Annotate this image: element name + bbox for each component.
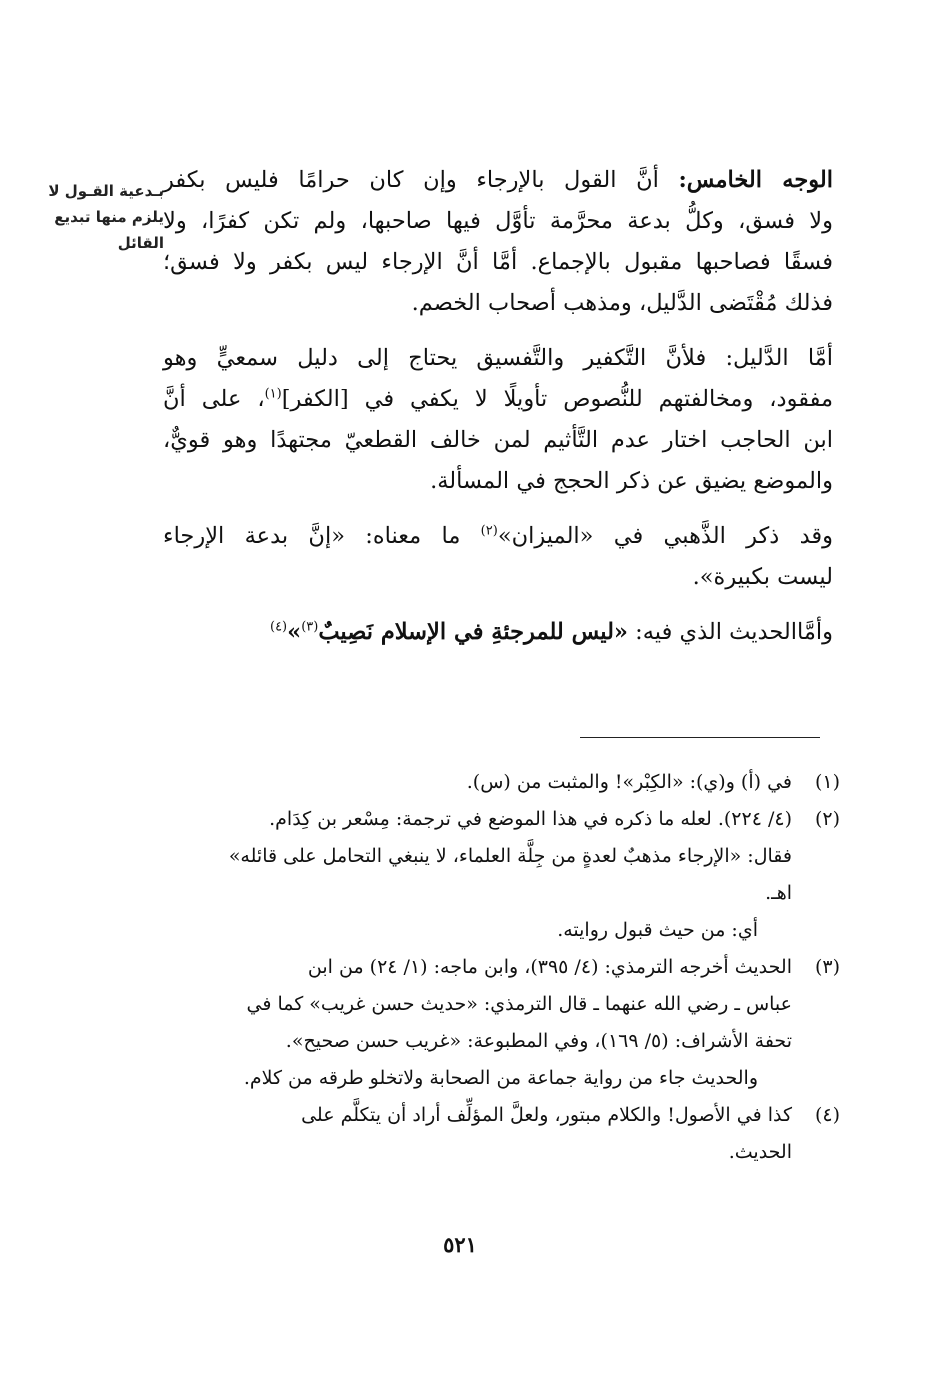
footnotes xyxy=(160,764,840,1171)
footnote-ref-2[interactable]: (٢) xyxy=(480,523,498,539)
footnote-ref-1[interactable]: (١) xyxy=(264,386,282,402)
paragraph-fifth-aspect xyxy=(163,160,833,324)
footnote-line: اهـ. xyxy=(765,882,792,904)
footnote-line: أي: من حيث قبول روايته. xyxy=(557,919,758,941)
paragraph-dhahabi xyxy=(163,516,833,598)
margin-note xyxy=(0,178,170,256)
text-line: ليست بكبيرة». xyxy=(692,564,833,590)
footnote-number: (١) xyxy=(814,771,840,793)
page-number: ٥٢١ xyxy=(443,1232,477,1257)
paragraph-lead: الوجه الخامس: xyxy=(678,167,833,193)
text-line: أنَّ القول بالإرجاء وإن كان حرامًا فليس بكفر xyxy=(163,167,679,193)
margin-note-line: القائل xyxy=(117,234,164,252)
footnote-line: فقال: «الإرجاء مذهبٌ لعدةٍ من جِلَّة العلماء، لا ينبغي التحامل على قائله» xyxy=(228,845,792,867)
footnote-number: (٣) xyxy=(814,956,840,978)
footnote-ref-4[interactable]: (٤) xyxy=(269,619,288,635)
footnote-2 xyxy=(160,801,840,949)
footnote-line: الحديث. xyxy=(728,1141,792,1163)
footnote-number: (٤) xyxy=(814,1104,840,1126)
text-line: وقد ذكر الذَّهبي في «الميزان»$^{(٢)}$ ما معناه: «إنَّ بدعة الإرجاء xyxy=(163,523,833,549)
footnote-4 xyxy=(160,1097,840,1171)
footnote-separator xyxy=(580,737,820,738)
text-line: مفقود، ومخالفتهم للنُّصوص تأويلًا لا يكفي في [الكفر]$^{(١)}$، على أنَّ xyxy=(163,386,834,412)
footnote-line: كذا في الأصول! والكلام مبتور، ولعلَّ المؤلِّف أراد أن يتكلَّم على xyxy=(301,1104,792,1126)
footnote-number: (٢) xyxy=(814,808,840,830)
hadith-quote: «ليس للمرجئةِ في الإسلام نَصِيبٌ xyxy=(318,619,628,645)
paragraph-hadith xyxy=(163,612,833,653)
main-text xyxy=(163,160,833,667)
footnote-ref-3[interactable]: (٣) xyxy=(301,619,319,635)
margin-note-line: بـدعية القـول لا xyxy=(48,182,164,200)
text-line: ابن الحاجب اختار عدم التَّأثيم لمن خالف القطعيّ مجتهدًا وهو قويٌّ، xyxy=(163,427,833,453)
text-line: ولا فسق، وكلُّ بدعة محرَّمة تأوَّل فيها صاحبها، ولم تكن كفرًا، ولا xyxy=(163,208,833,234)
text-line: فسقًا فصاحبها مقبول بالإجماع. أمَّا أنَّ الإرجاء ليس بكفر ولا فسق؛ xyxy=(163,249,833,275)
text-line: فذلك مُقْتَضى الدَّليل، ومذهب أصحاب الخصم. xyxy=(411,290,833,316)
footnote-line: عباس ـ رضي الله عنهما ـ قال الترمذي: «حديث حسن غريب» كما في xyxy=(246,993,792,1015)
footnote-3 xyxy=(160,949,840,1097)
text-line: أمَّا الدَّليل: فلأنَّ التَّكفير والتَّفسيق يحتاج إلى دليل سمعيٍّ وهو xyxy=(163,345,833,371)
footnote-line: الحديث أخرجه الترمذي: (٤/ ٣٩٥)، وابن ماجه: (١/ ٢٤) من ابن xyxy=(307,956,792,978)
footnote-1 xyxy=(160,764,840,801)
footnote-line: تحفة الأشراف: (٥/ ١٦٩)، وفي المطبوعة: «غريب حسن صحيح». xyxy=(285,1030,792,1052)
text-line: وأمَّاالحديث الذي فيه: «ليس للمرجئةِ في الإسلام نَصِيبٌ$^{(٣)}$»$^{(٤)}$ xyxy=(269,619,833,645)
margin-note-line: يلزم منها تبديع xyxy=(54,208,164,226)
footnote-line: في (أ) و(ي): «الكِبْر»! والمثبت من (س). xyxy=(466,771,792,793)
footnote-line: (٤/ ٢٢٤). لعله ما ذكره في هذا الموضع في ترجمة: مِسْعر بن كِدَام. xyxy=(269,808,792,830)
text-line: والموضع يضيق عن ذكر الحجج في المسألة. xyxy=(430,468,833,494)
paragraph-evidence xyxy=(163,338,833,502)
footnote-line: والحديث جاء من رواية جماعة من الصحابة ولاتخلو طرقه من كلام. xyxy=(243,1067,758,1089)
